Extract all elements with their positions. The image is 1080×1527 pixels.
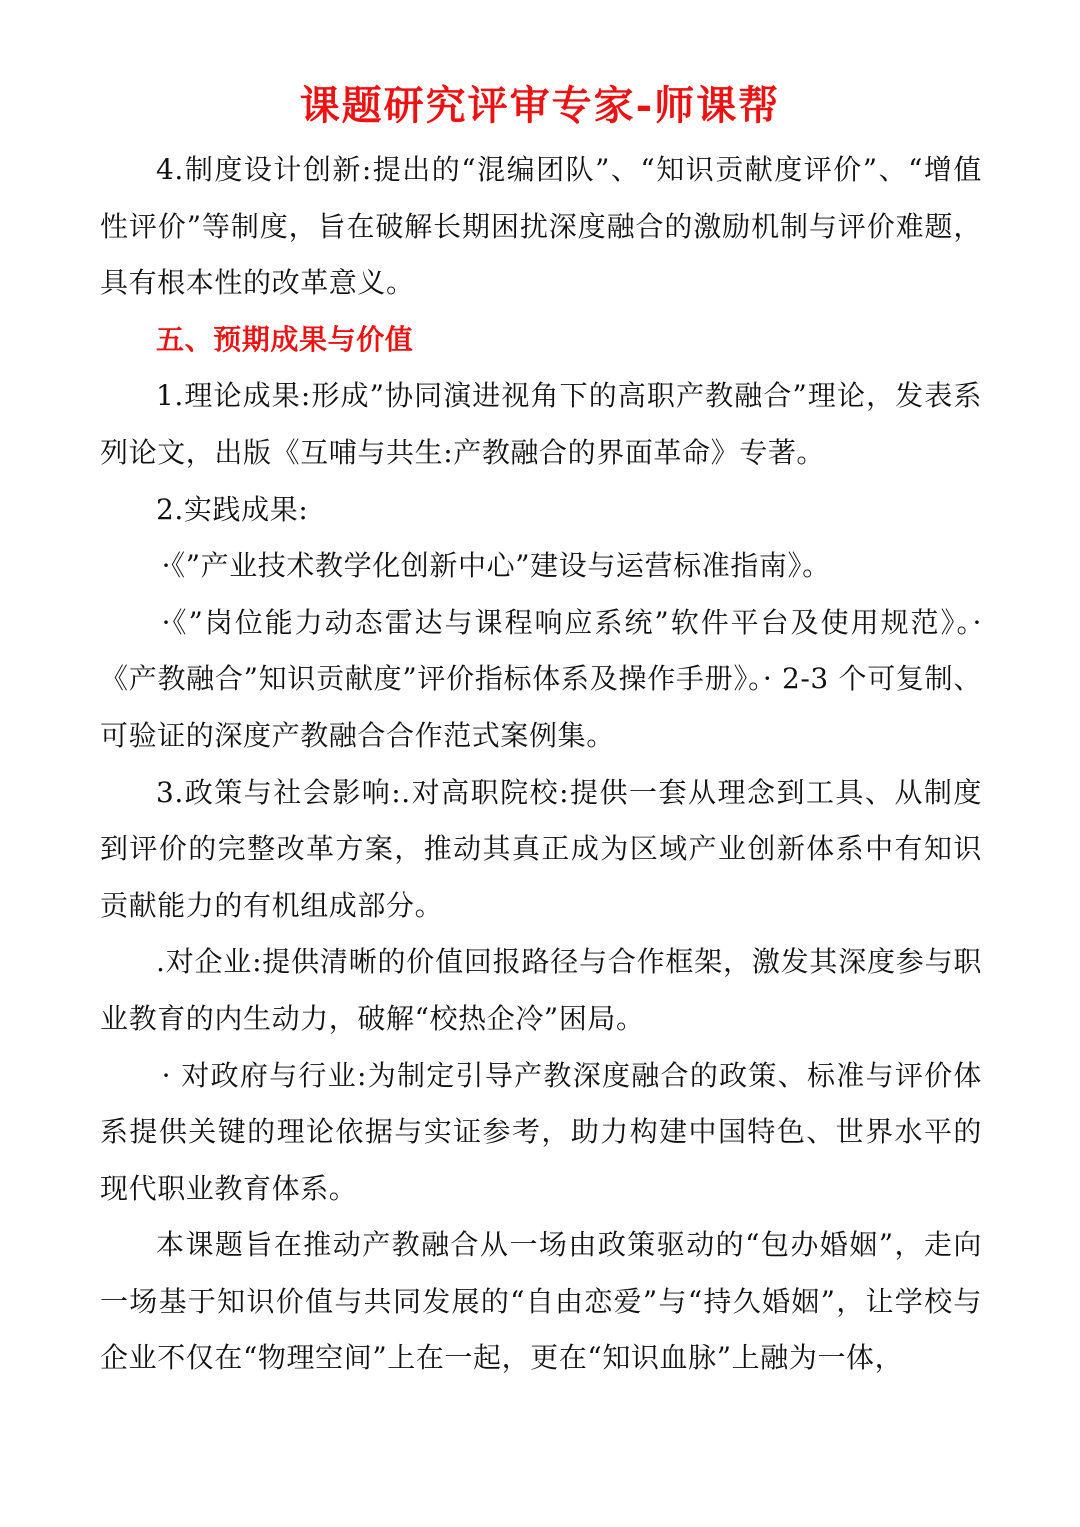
bullet-radar-system: ·《”岗位能力动态雷达与课程响应系统”软件平台及使用规范》。·《产教融合”知识贡献度”评价指标体系及操作手册》。· 2-3 个可复制、可验证的深度产教融合合作范式案例集。 bbox=[100, 605, 982, 752]
paragraph-theory-results: 1.理论成果:形成”协同演进视角下的高职产教融合”理论，发表系列论文，出版《互哺与共生:产教融合的界面革命》专著。 bbox=[100, 379, 982, 469]
paragraph-government: · 对政府与行业:为制定引导产教深度融合的政策、标准与评价体系提供关键的理论依据与实证参考，助力构建中国特色、世界水平的现代职业教育体系。 bbox=[100, 1058, 982, 1205]
section-heading-expected-results: 五、预期成果与价值 bbox=[156, 322, 414, 356]
document-body bbox=[100, 142, 982, 1387]
paragraph-institution-innovation: 4.制度设计创新:提出的“混编团队”、“知识贡献度评价”、“增值性评价”等制度，旨在破解长期困扰深度融合的激励机制与评价难题，具有根本性的改革意义。 bbox=[100, 153, 982, 300]
paragraph-policy-impact: 3.政策与社会影响:.对高职院校:提供一套从理念到工具、从制度到评价的完整改革方案，推动其真正成为区域产业创新体系中有知识贡献能力的有机组成部分。 bbox=[100, 775, 982, 922]
paragraph-conclusion: 本课题旨在推动产教融合从一场由政策驱动的“包办婚姻”，走向一场基于知识价值与共同发展的“自由恋爱”与“持久婚姻”，让学校与企业不仅在“物理空间”上在一起，更在“知识血脉”上融为一体， bbox=[100, 1228, 982, 1375]
page-title: 课题研究评审专家-师课帮 bbox=[299, 82, 781, 129]
paragraph-practice-results: 2.实践成果: bbox=[156, 492, 309, 526]
bullet-innovation-center: ·《”产业技术教学化创新中心”建设与运营标准指南》。 bbox=[161, 549, 831, 583]
paragraph-enterprise: .对企业:提供清晰的价值回报路径与合作框架，激发其深度参与职业教育的内生动力，破解“校热企冷”困局。 bbox=[100, 945, 982, 1035]
